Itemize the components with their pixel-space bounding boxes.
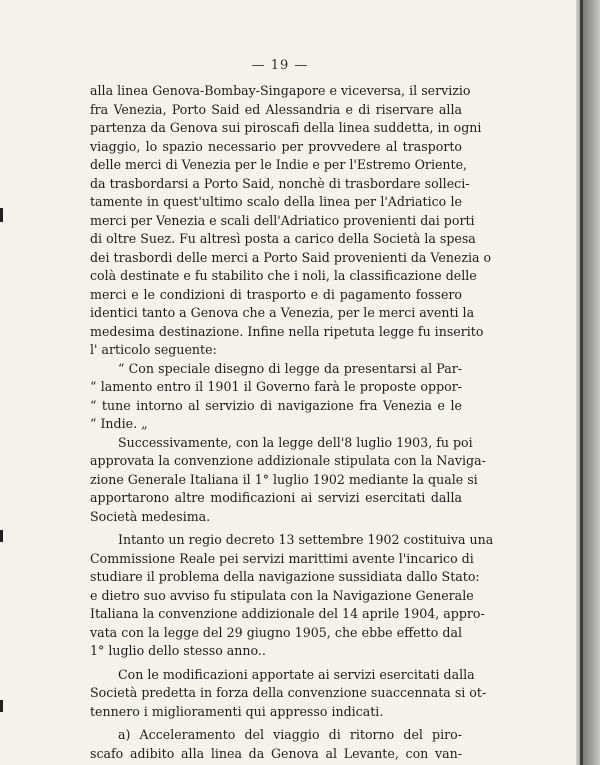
- text-line: Con le modificazioni apportate ai servizi esercitati dalla: [118, 666, 475, 682]
- text-line: merci per Venezia e scali dell'Adriatico provenienti dai porti: [90, 212, 475, 228]
- text-line: fra Venezia, Porto Said ed Alessandria e di riservare alla: [90, 101, 462, 117]
- margin-mark: [0, 700, 3, 712]
- text-line: zione Generale Italiana il 1° luglio 1902 mediante la quale si: [90, 471, 478, 487]
- text-line: Successivamente, con la legge dell'8 luglio 1903, fu poi: [118, 434, 473, 450]
- text-line: alla linea Genova-Bombay-Singapore e viceversa, il servizio: [90, 83, 471, 98]
- text-line: dei trasbordi delle merci a Porto Said provenienti da Venezia o: [90, 249, 492, 265]
- quote-line: “ tune intorno al servizio di navigazione fra Venezia e le: [90, 397, 462, 413]
- text-line: scafo adibito alla linea da Genova al Levante, con van-: [90, 745, 462, 761]
- page-edge: [580, 0, 583, 765]
- quote-line: “ Indie. „: [90, 416, 148, 431]
- text-line: partenza da Genova sui piroscafi della linea suddetta, in ogni: [90, 120, 482, 135]
- paragraph-3: [90, 531, 494, 661]
- text-line: tamente in quest'ultimo scalo della linea per l'Adriatico le: [90, 194, 462, 209]
- text-line: da trasbordarsi a Porto Said, nonchè di trasbordare solleci-: [90, 175, 470, 191]
- text-line: e dietro suo avviso fu stipulata con la Navigazione Generale: [90, 587, 474, 603]
- text-line: studiare il problema della navigazione sussidiata dallo Stato:: [90, 569, 480, 584]
- paragraph-4: [90, 666, 487, 722]
- text-line: tennero i miglioramenti qui appresso indicati.: [90, 703, 384, 719]
- margin-mark: [0, 208, 3, 222]
- paragraph-5: [90, 726, 462, 763]
- quote-line: “ Con speciale disegno di legge da presentarsi al Par-: [118, 360, 462, 376]
- text-line: a) Acceleramento del viaggio di ritorno del piro-: [118, 727, 462, 742]
- text-line: apportarono altre modificazioni ai servizi esercitati dalla: [90, 490, 462, 505]
- text-line: Italiana la convenzione addizionale del 14 aprile 1904, appro-: [90, 606, 485, 621]
- quote-line: “ lamento entro il 1901 il Governo farà le proposte oppor-: [90, 379, 462, 394]
- text-line: Commissione Reale pei servizi marittimi avente l'incarico di: [90, 550, 474, 566]
- margin-mark: [0, 530, 3, 542]
- paragraph-2: [90, 434, 486, 527]
- text-line: Società predetta in forza della convenzione suaccennata si ot-: [90, 685, 487, 700]
- page-body-text: [90, 82, 494, 763]
- text-line: Intanto un regio decreto 13 settembre 1902 costituiva una: [118, 532, 494, 547]
- text-line: identici tanto a Genova che a Venezia, per le merci aventi la: [90, 305, 475, 320]
- text-line: vata con la legge del 29 giugno 1905, che ebbe effetto dal: [90, 624, 462, 640]
- quoted-article: [90, 360, 462, 434]
- text-line: delle merci di Venezia per le Indie e per l'Estremo Oriente,: [90, 157, 468, 172]
- text-line: l' articolo seguente:: [90, 342, 217, 357]
- text-line: colà destinate e fu stabilito che i noli, la classificazione delle: [90, 268, 477, 283]
- text-line: viaggio, lo spazio necessario per provvedere al trasporto: [90, 138, 462, 154]
- text-line: 1° luglio dello stesso anno..: [90, 643, 266, 658]
- text-line: merci e le condizioni di trasporto e di pagamento fossero: [90, 286, 462, 302]
- text-line: di oltre Suez. Fu altresì posta a carico della Società la spesa: [90, 231, 476, 246]
- text-line: Società medesima.: [90, 508, 211, 524]
- page-number: — 19 —: [251, 58, 309, 73]
- text-line: medesima destinazione. Infine nella ripetuta legge fu inserito: [90, 323, 484, 339]
- text-line: approvata la convenzione addizionale stipulata con la Naviga-: [90, 453, 486, 468]
- paragraph-1: [90, 82, 492, 360]
